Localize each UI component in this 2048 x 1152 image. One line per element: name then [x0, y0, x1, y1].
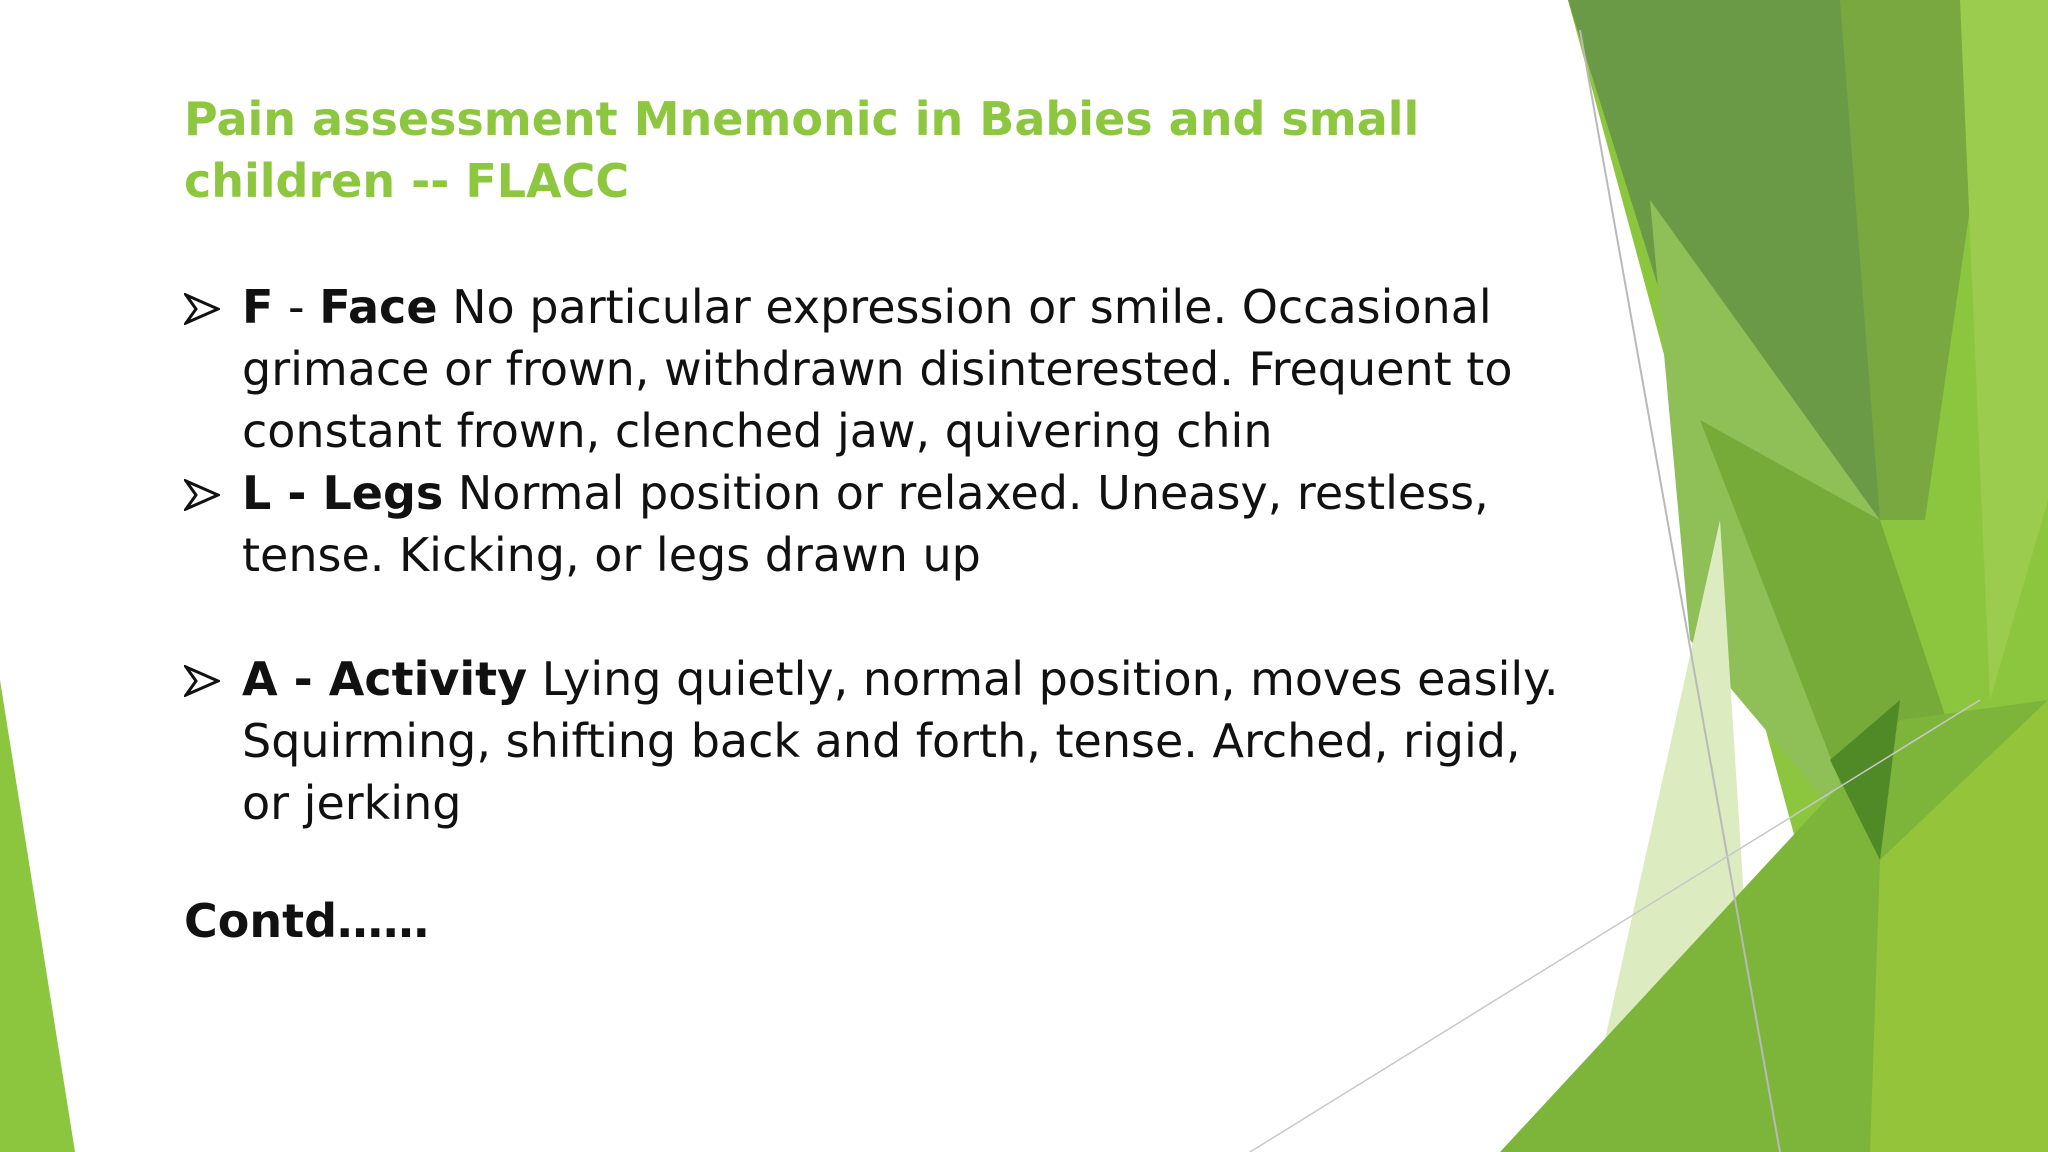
flacc-bullet-list	[184, 276, 1564, 834]
bullet-letter: L	[242, 466, 272, 520]
arrowhead-bullet-icon	[184, 276, 224, 338]
bullet-face	[184, 276, 1564, 462]
bullet-activity	[184, 648, 1564, 834]
continued-label: Contd……	[184, 894, 430, 948]
bullet-description: No particular expression or smile. Occasional grimace or frown, withdrawn disinterested. Frequent to constant frown, clenched jaw, quivering chin	[242, 280, 1513, 458]
bullet-letter: A	[242, 652, 278, 706]
bullet-term: Face	[319, 280, 438, 334]
arrowhead-bullet-icon	[184, 462, 224, 524]
bullet-term: Activity	[328, 652, 528, 706]
bullet-separator: -	[271, 466, 323, 520]
bullet-separator: -	[277, 652, 329, 706]
bullet-letter: F	[242, 280, 274, 334]
bullet-term: Legs	[322, 466, 444, 520]
bullet-separator: -	[273, 280, 320, 334]
arrowhead-bullet-icon	[184, 648, 224, 710]
slide-title: Pain assessment Mnemonic in Babies and small children -- FLACC	[184, 92, 1420, 208]
bullet-description: Normal position or relaxed. Uneasy, restless, tense. Kicking, or legs drawn up	[242, 466, 1489, 582]
bullet-legs	[184, 462, 1564, 586]
bullet-description: Lying quietly, normal position, moves easily. Squirming, shifting back and forth, tense. Arched, rigid, or jerking	[242, 652, 1559, 830]
